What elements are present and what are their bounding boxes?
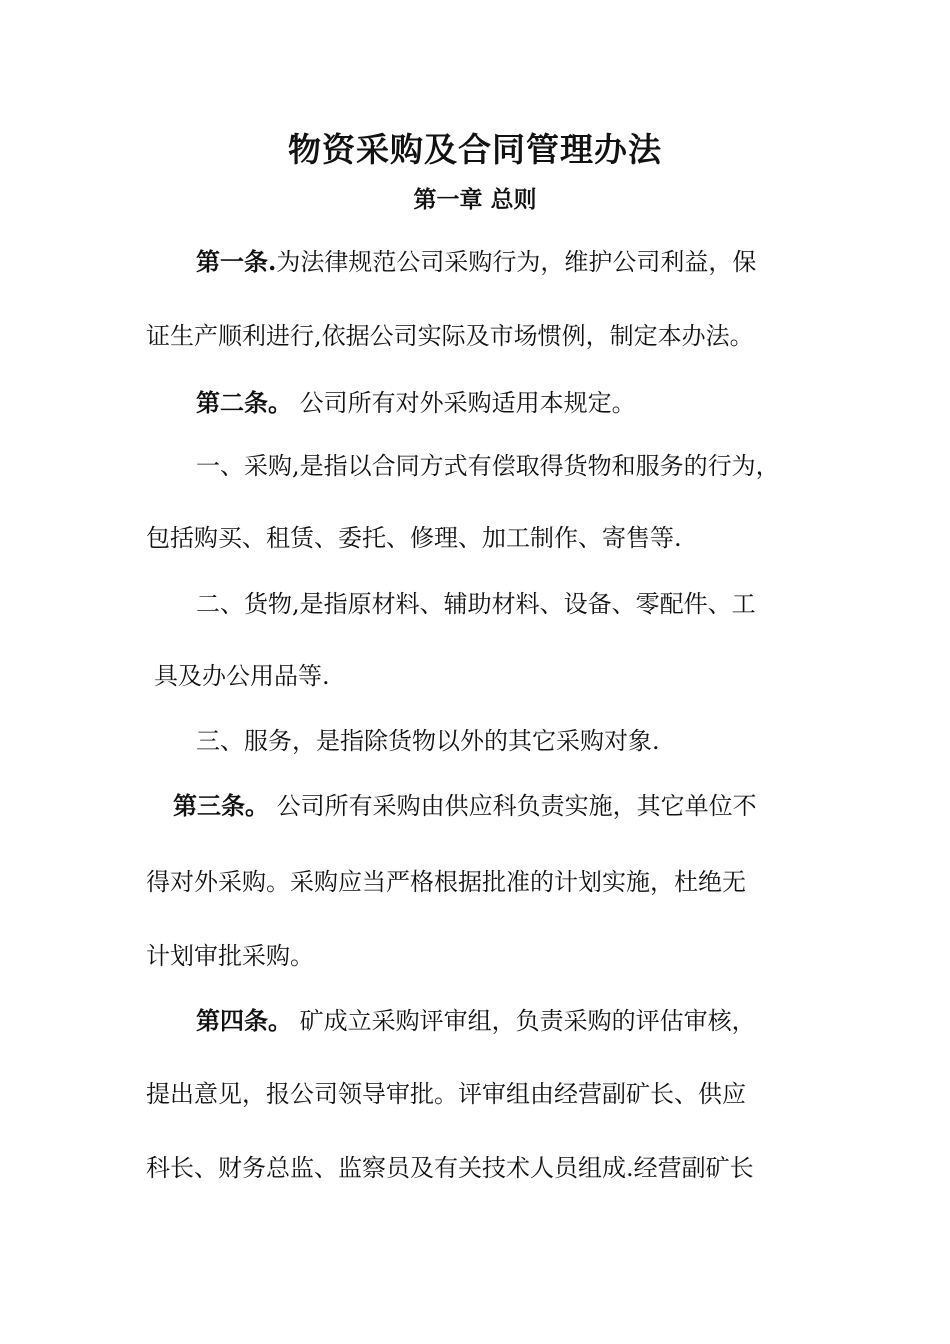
article-label: 第一条. (196, 247, 277, 276)
line-text: 公司所有采购由供应科负责实施，其它单位不 (269, 792, 757, 820)
paragraph-line (196, 723, 660, 759)
line-text: 矿成立采购评审组，负责采购的评估审核， (292, 1007, 756, 1035)
line-text: 科长、财务总监、监察员及有关技术人员组成.经营副矿长 (146, 1154, 754, 1182)
paragraph-line (196, 448, 780, 484)
line-text: 提出意见，报公司领导审批。评审组由经营副矿长、供应 (146, 1080, 746, 1108)
line-text: 计划审批采购。 (146, 942, 314, 970)
line-text: 证生产顺利进行,依据公司实际及市场惯例，制定本办法。 (146, 322, 754, 350)
paragraph-line (146, 938, 314, 974)
paragraph-line (196, 1003, 756, 1039)
paragraph-line (146, 864, 746, 900)
paragraph-line (154, 658, 330, 694)
paragraph-line (196, 244, 756, 280)
paragraph-line (146, 318, 754, 354)
paragraph-line (173, 788, 757, 824)
line-text: 为法律规范公司采购行为，维护公司利益，保 (276, 248, 757, 276)
paragraph-line (146, 1150, 754, 1186)
line-text: 包括购买、租赁、委托、修理、加工制作、寄售等. (146, 524, 682, 552)
paragraph-line (196, 586, 756, 622)
article-label: 第二条。 (196, 388, 292, 417)
article-label: 第四条。 (196, 1006, 292, 1035)
article-label: 第三条。 (173, 791, 269, 820)
line-text: 具及办公用品等. (154, 662, 330, 690)
line-text: 得对外采购。采购应当严格根据批准的计划实施，杜绝无 (146, 868, 746, 896)
document-title: 物资采购及合同管理办法 (288, 130, 662, 169)
paragraph-line (146, 520, 682, 556)
line-text: 一、采购,是指以合同方式有偿取得货物和服务的行为， (196, 452, 780, 480)
paragraph-line (146, 1076, 746, 1112)
line-text: 三、服务，是指除货物以外的其它采购对象. (196, 727, 660, 755)
line-text: 公司所有对外采购适用本规定。 (292, 389, 636, 417)
chapter-heading: 第一章 总则 (413, 186, 537, 213)
paragraph-line (196, 385, 636, 421)
line-text: 二、货物,是指原材料、辅助材料、设备、零配件、工 (196, 590, 756, 618)
